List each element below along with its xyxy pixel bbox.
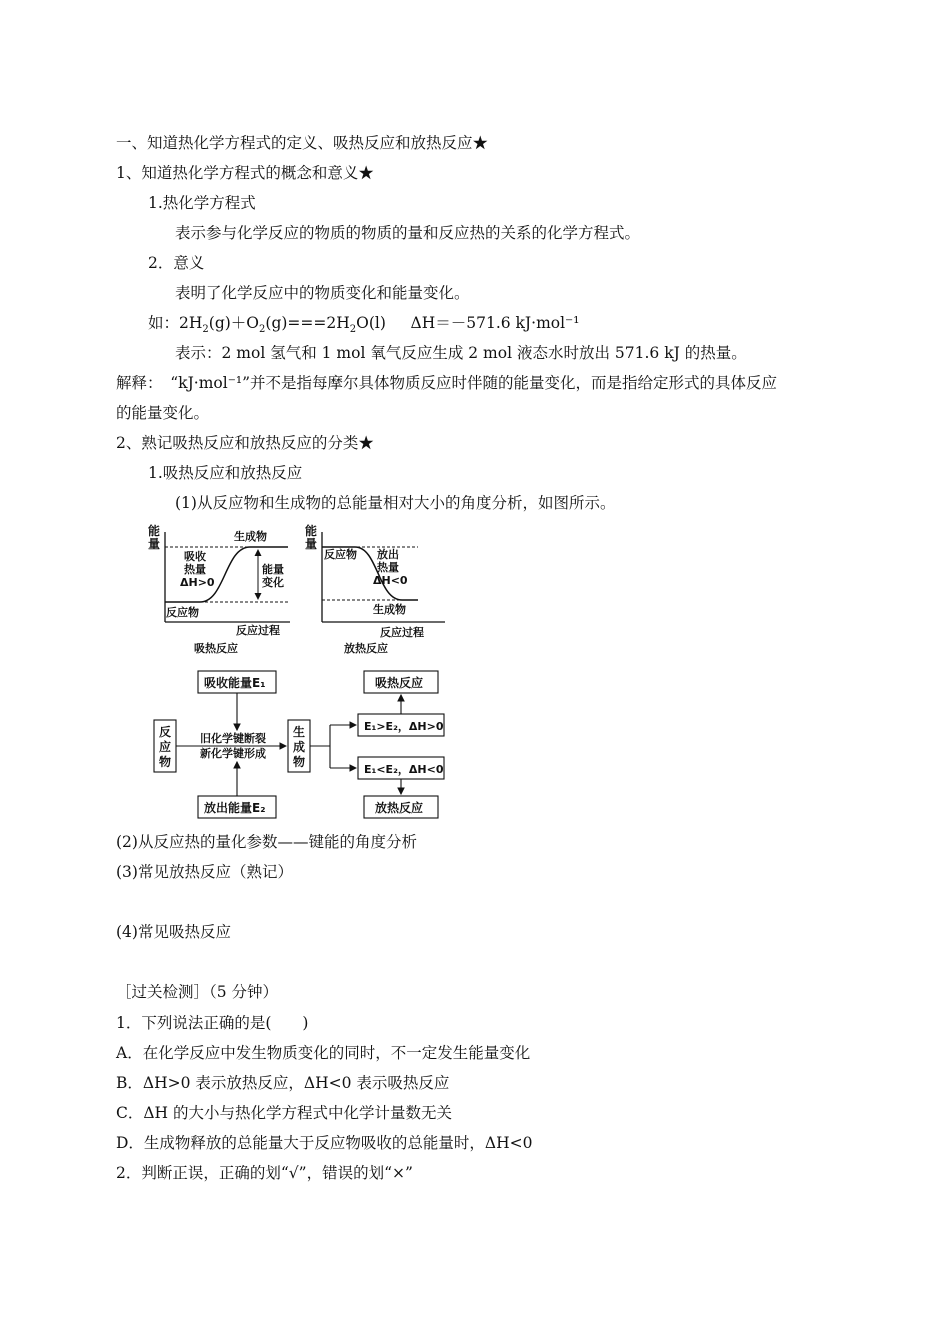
endo-title: 吸热反应 xyxy=(194,642,238,655)
paragraph-definition: 表示参与化学反应的物质的物质的量和反应热的关系的化学方程式。 xyxy=(175,224,641,242)
endo-product-label: 生成物 xyxy=(234,530,267,543)
question-1-option-d: D．生成物释放的总能量大于反应物吸收的总能量时，ΔH<0 xyxy=(116,1134,533,1152)
example-delta-h: ΔH＝－571.6 kJ·mol⁻¹ xyxy=(410,314,580,332)
question-1: 1．下列说法正确的是( ) xyxy=(116,1014,309,1032)
flow-reactant-1: 反 xyxy=(159,725,172,739)
paragraph-meaning: 表明了化学反应中的物质变化和能量变化。 xyxy=(175,284,470,302)
exo-dh-neg: ΔH<0 xyxy=(373,574,408,587)
endo-dh-pos: ΔH>0 xyxy=(180,576,215,589)
exo-release-1: 放出 xyxy=(377,548,399,561)
example-equation: 如：$2H_2(g)+O_2(g)===2H_2O(l)$ ΔH＝－571.6 kJ·mol⁻¹ xyxy=(148,314,580,336)
question-2: 2．判断正误，正确的划“√”，错误的划“×” xyxy=(116,1164,413,1182)
exo-axis-label-energy-1: 能 xyxy=(305,524,318,538)
heading-1-2: 2、熟记吸热反应和放热反应的分类★ xyxy=(116,434,374,452)
endo-axis-label-energy-1: 能 xyxy=(148,524,161,538)
exo-reactant-label: 反应物 xyxy=(324,548,357,561)
exo-axis-label-energy-2: 量 xyxy=(305,537,318,551)
flow-result-endo: 吸热反应 xyxy=(375,676,424,690)
flow-reactant-3: 物 xyxy=(159,755,172,769)
example-explanation: 表示：2 mol 氢气和 1 mol 氧气反应生成 2 mol 液态水时放出 571.6 kJ 的热量。 xyxy=(175,344,747,362)
flow-reactant-2: 应 xyxy=(159,740,172,754)
subheading-equation: 1.热化学方程式 xyxy=(148,194,256,212)
flow-product-3: 物 xyxy=(293,755,306,769)
note-line-1: 解释： “kJ·mol⁻¹”并不是指每摩尔具体物质反应时伴随的能量变化，而是指给定形式的具体反应 xyxy=(116,374,778,392)
flow-condition-gt: E₁>E₂，ΔH>0 xyxy=(364,720,444,733)
endo-axis-label-energy-2: 量 xyxy=(148,537,161,551)
subheading-classification: 1.吸热反应和放热反应 xyxy=(148,464,303,482)
flow-product-2: 成 xyxy=(293,740,306,754)
exo-product-label: 生成物 xyxy=(373,603,406,616)
flow-bond-break: 旧化学键断裂 xyxy=(200,732,266,745)
flow-product-1: 生 xyxy=(293,725,306,739)
paragraph-common-exo: (3)常见放热反应（熟记） xyxy=(116,863,293,881)
endo-axis-label-progress: 反应过程 xyxy=(236,624,280,637)
exo-axis-label-progress: 反应过程 xyxy=(380,626,424,639)
flow-bond-form: 新化学键形成 xyxy=(200,747,266,760)
exo-title: 放热反应 xyxy=(344,642,388,655)
question-1-option-c: C．ΔH 的大小与热化学方程式中化学计量数无关 xyxy=(116,1104,452,1122)
flow-result-exo: 放热反应 xyxy=(375,801,424,815)
paragraph-energy-analysis: (1)从反应物和生成物的总能量相对大小的角度分析，如图所示。 xyxy=(175,494,616,512)
flow-absorb-energy: 吸收能量E₁ xyxy=(204,676,266,690)
flow-release-energy: 放出能量E₂ xyxy=(204,801,266,815)
paragraph-bond-energy: (2)从反应热的量化参数——键能的角度分析 xyxy=(116,833,417,851)
question-1-option-a: A．在化学反应中发生物质变化的同时，不一定发生能量变化 xyxy=(116,1044,531,1062)
endo-reactant-label: 反应物 xyxy=(166,606,199,619)
example-prefix: 如： xyxy=(148,314,180,332)
endothermic-graph xyxy=(148,523,290,655)
paragraph-common-endo: (4)常见吸热反应 xyxy=(116,923,231,941)
exo-release-2: 热量 xyxy=(377,561,399,574)
endo-change-1: 能量 xyxy=(262,563,284,576)
endo-change-2: 变化 xyxy=(262,576,284,589)
section-check: ［过关检测］（5 分钟） xyxy=(116,983,279,1001)
energy-diagram xyxy=(140,520,460,825)
endo-absorb-2: 热量 xyxy=(184,563,206,576)
note-line-2: 的能量变化。 xyxy=(116,404,210,422)
endo-absorb-1: 吸收 xyxy=(184,550,206,563)
flow-condition-lt: E₁<E₂，ΔH<0 xyxy=(364,763,444,776)
heading-1-1: 1、知道热化学方程式的概念和意义★ xyxy=(116,164,374,182)
subheading-meaning: 2．意义 xyxy=(148,254,205,272)
heading-1: 一、知道热化学方程式的定义、吸热反应和放热反应★ xyxy=(116,134,489,152)
question-1-option-b: B．ΔH>0 表示放热反应，ΔH<0 表示吸热反应 xyxy=(116,1074,450,1092)
exothermic-graph xyxy=(305,523,445,655)
